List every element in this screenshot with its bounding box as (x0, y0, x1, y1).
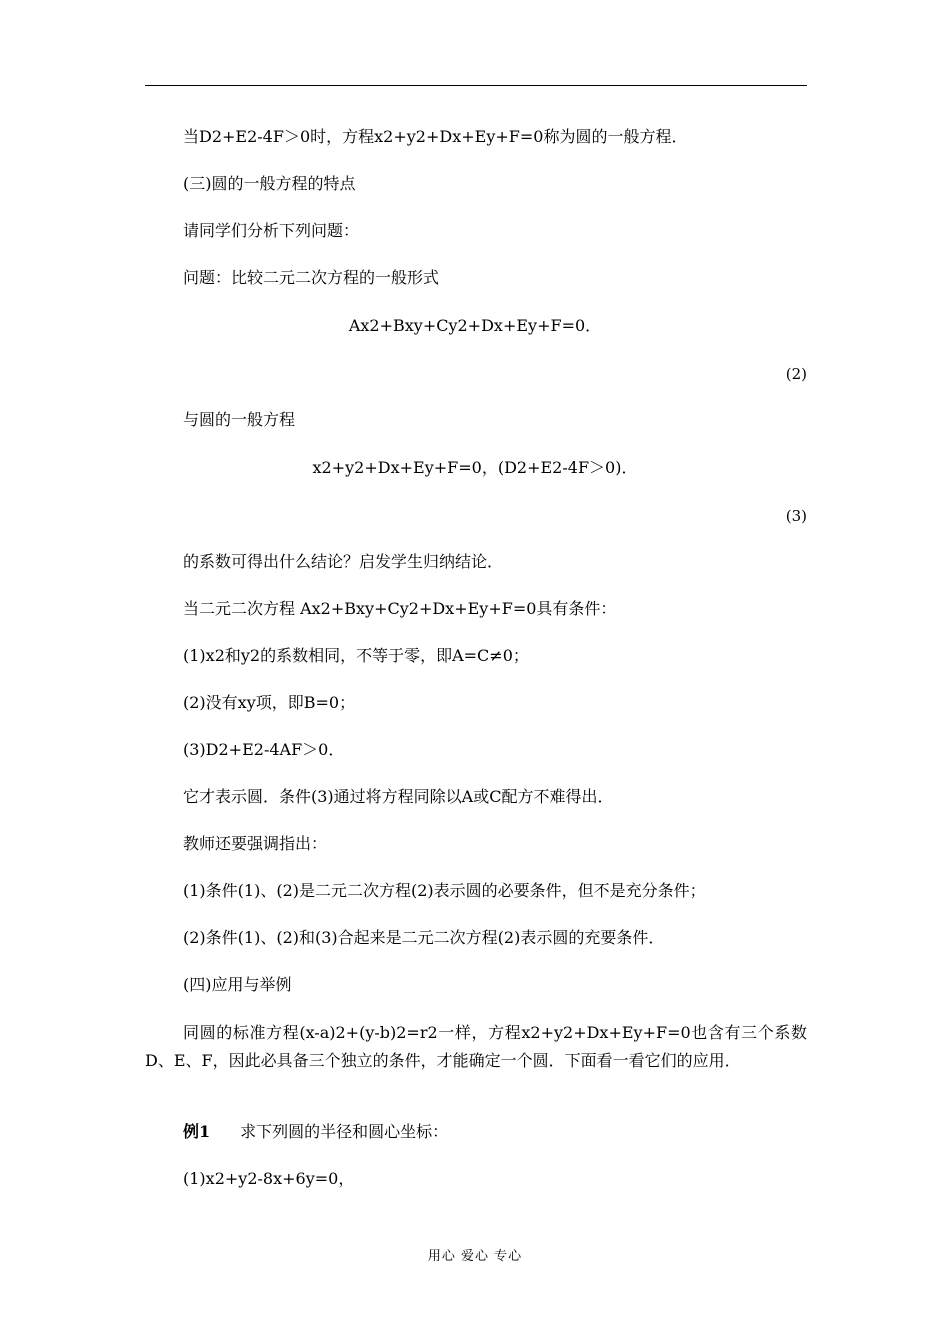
section-heading-features: (三)圆的一般方程的特点 (183, 174, 356, 193)
condition-3: (3)D2+E2-4AF＞0． (183, 740, 345, 759)
equation-number-2: (2) (785, 365, 807, 383)
example-1 (183, 1121, 448, 1143)
text-line-teacher: 教师还要强调指出： (183, 834, 328, 853)
text-line-compare: 与圆的一般方程 (183, 410, 296, 429)
text-line-conclusion: 的系数可得出什么结论？启发学生归纳结论． (183, 552, 504, 571)
example-1-part-1: (1)x2+y2-8x+6y=0， (183, 1169, 355, 1188)
example-text: 求下列圆的半径和圆心坐标： (240, 1122, 449, 1141)
equation-number-3: (3) (785, 507, 807, 525)
section-heading-applications: (四)应用与举例 (183, 975, 292, 994)
text-line-analyze: 请同学们分析下列问题： (183, 221, 360, 240)
paragraph-standard-equation: 同圆的标准方程(x-a)2+(y-b)2=r2一样，方程x2+y2+Dx+Ey+F=0也含有三个系数D、E、F，因此必具备三个独立的条件，才能确定一个圆．下面看一看它们的应用． (145, 1023, 807, 1070)
point-necessary: (1)条件(1)、(2)是二元二次方程(2)表示圆的必要条件，但不是充分条件； (183, 881, 706, 900)
text-line-represents-circle: 它才表示圆．条件(3)通过将方程同除以A或C配方不难得出． (183, 787, 614, 806)
condition-2: (2)没有xy项，即B=0； (183, 693, 356, 712)
equation-2: Ax2+Bxy+Cy2+Dx+Ey+F=0． (348, 316, 602, 335)
point-sufficient: (2)条件(1)、(2)和(3)合起来是二元二次方程(2)表示圆的充要条件． (183, 928, 665, 947)
condition-1: (1)x2和y2的系数相同，不等于零，即A=C≠0； (183, 646, 529, 665)
text-line-conditions: 当二元二次方程 Ax2+Bxy+Cy2+Dx+Ey+F=0具有条件： (183, 599, 617, 618)
equation-3: x2+y2+Dx+Ey+F=0，(D2+E2-4F＞0)． (312, 458, 638, 477)
page-footer: 用心 爱心 专心 (427, 1249, 523, 1264)
text-line-question: 问题：比较二元二次方程的一般形式 (183, 268, 440, 287)
text-line-general-equation: 当D2+E2-4F＞0时，方程x2+y2+Dx+Ey+F=0称为圆的一般方程． (183, 127, 688, 146)
header-rule (145, 85, 807, 86)
example-label: 例1 (183, 1122, 211, 1141)
